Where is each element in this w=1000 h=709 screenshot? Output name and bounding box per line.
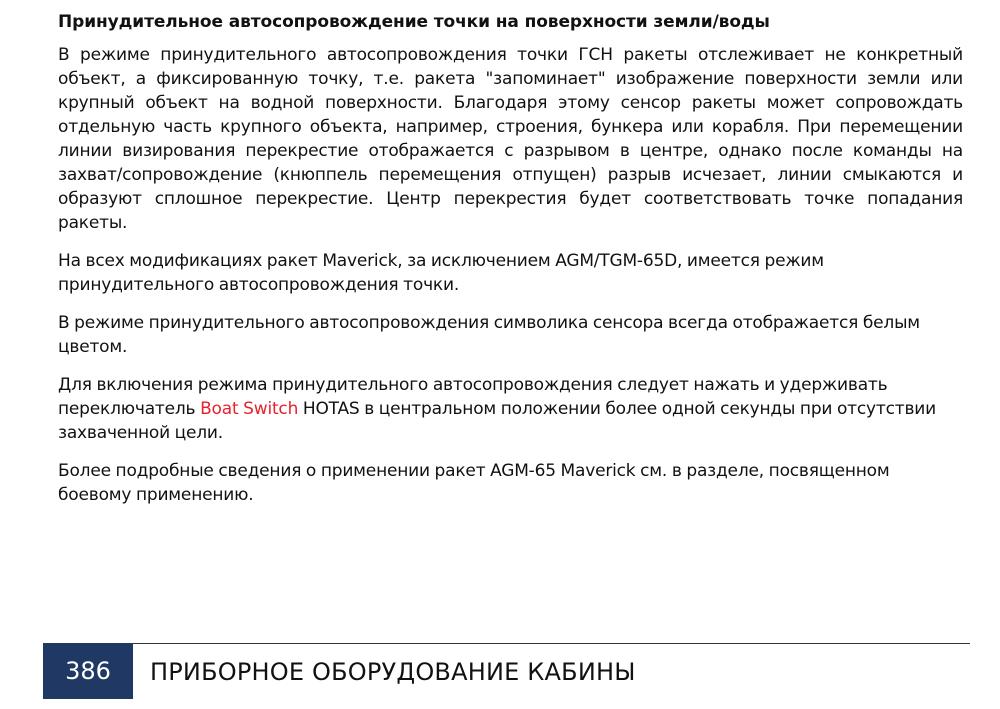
paragraph-symbology-color: В режиме принудительного автосопровождения символика сенсора всегда отображается белым цветом. [58, 313, 920, 357]
page-number-box [43, 643, 133, 699]
section-title: Принудительное автосопровождение точки на поверхности земли/воды [58, 12, 770, 32]
chapter-title: ПРИБОРНОЕ ОБОРУДОВАНИЕ КАБИНЫ [150, 658, 636, 686]
paragraph-point-track-description: В режиме принудительного автосопровождения точки ГСН ракеты отслеживает не конкретный объект, а фиксированную точку, т.е. ракета "запоминает" изображение поверхности земли или крупный объект на водной поверхности. Благодаря этому сенсор ракеты может сопровождать отдельную часть крупного объекта, например, строения, бункера или корабля. При перемещении линии визирования перекрестие отображается с разрывом в центре, однако после команды на захват/сопровождение (кнюппель перемещения отпущен) разрыв исчезает, линии смыкаются и образуют сплошное перекрестие. Центр перекрестия будет соответствовать точке попадания ракеты. [58, 45, 963, 233]
footer-divider [130, 643, 970, 644]
paragraph-maverick-variants: На всех модификациях ракет Maverick, за исключением AGM/TGM-65D, имеется режим принудительного автосопровождения точки. [58, 251, 824, 295]
activation-text-end: HOTAS в центральном положении более одной секунды при отсутствии захваченной цели. [58, 399, 936, 443]
paragraph-more-info: Более подробные сведения о применении ракет AGM-65 Maverick см. в разделе, посвященном боевому применению. [58, 461, 890, 505]
paragraph-activation-instructions [58, 373, 963, 445]
activation-text-start: Для включения режима принудительного автосопровождения следует нажать и удерживать переключатель [58, 375, 888, 419]
page-number: 386 [65, 657, 111, 685]
document-body [58, 10, 963, 521]
boat-switch-label: Boat Switch [200, 399, 299, 419]
